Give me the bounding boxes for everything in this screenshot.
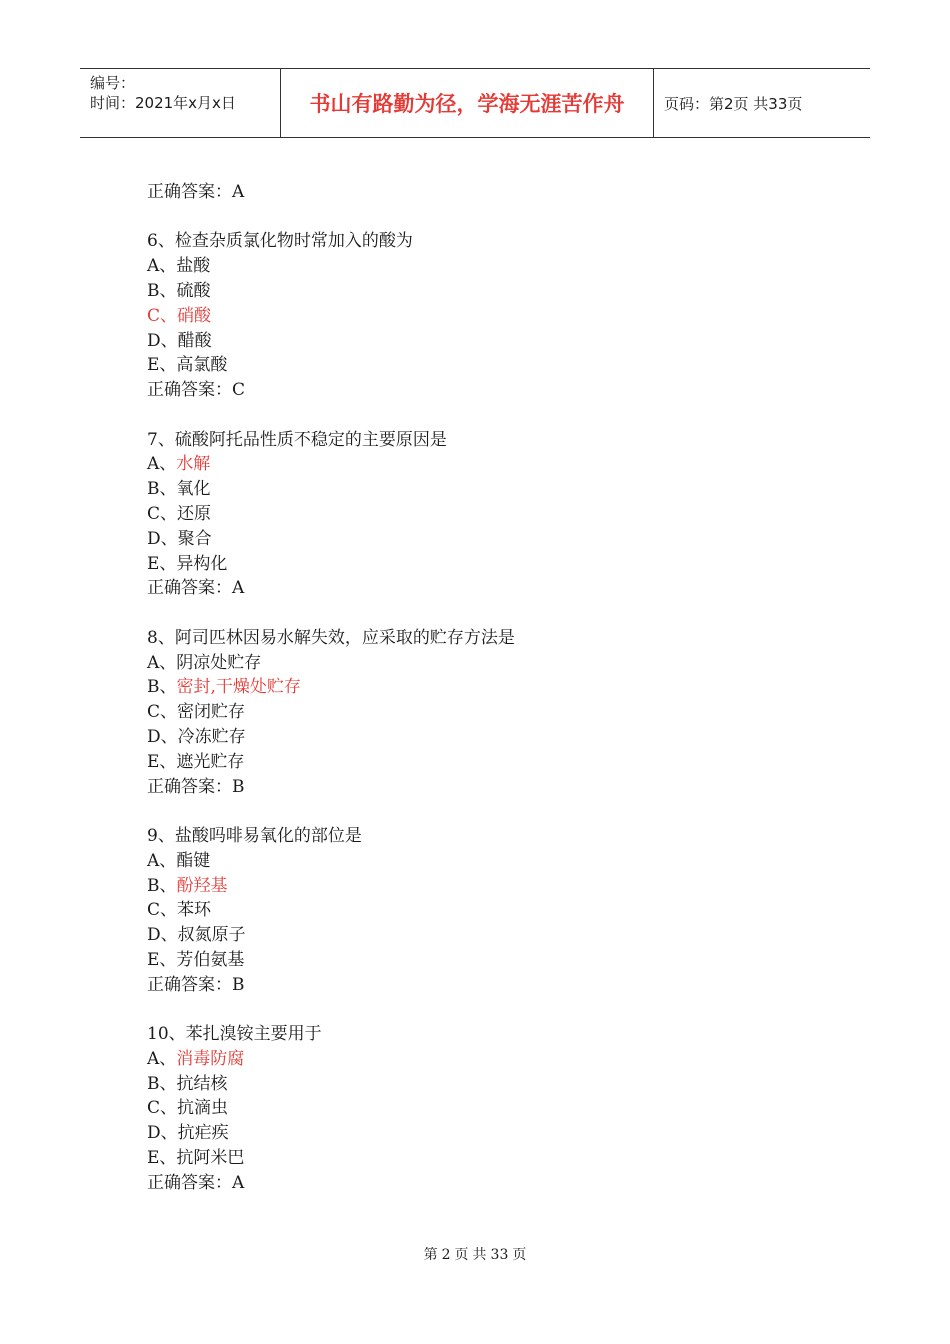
question-stem: 10、苯扎溴铵主要用于: [147, 1024, 322, 1045]
question-content: [147, 180, 847, 1196]
option-e: E、抗阿米巴: [147, 1148, 245, 1169]
date-label: 时间：2021年x月x日: [90, 94, 236, 112]
correct-answer: 正确答案：B: [147, 776, 245, 797]
option-d: D、叔氮原子: [147, 925, 246, 946]
option-e: E、遮光贮存: [147, 751, 245, 772]
question-stem: 7、硫酸阿托品性质不稳定的主要原因是: [147, 429, 447, 450]
header-meta: [80, 69, 281, 137]
correct-answer: 正确答案：B: [147, 974, 245, 995]
header-page-info: 页码：第2页 共33页: [664, 94, 803, 113]
previous-answer: 正确答案：A: [147, 182, 245, 202]
question-stem: 8、阿司匹林因易水解失效，应采取的贮存方法是: [147, 627, 515, 648]
option-a: A、盐酸: [147, 256, 211, 277]
option-d: D、醋酸: [147, 330, 212, 351]
option-e: E、芳伯氨基: [147, 949, 245, 970]
option-a-correct: A、消毒防腐: [147, 1048, 245, 1069]
option-d: D、聚合: [147, 528, 212, 549]
footer-page-number: 2: [441, 1247, 451, 1263]
option-e: E、高氯酸: [147, 355, 228, 376]
page-footer: 第 2 页 共 33 页: [423, 1247, 527, 1263]
option-e: E、异构化: [147, 553, 228, 574]
correct-answer: 正确答案：C: [147, 380, 246, 401]
correct-answer: 正确答案：A: [147, 1172, 245, 1193]
option-c: C、还原: [147, 503, 212, 524]
option-b-correct: B、酚羟基: [147, 875, 228, 896]
correct-answer: 正确答案：A: [147, 578, 245, 599]
option-b-correct: B、密封,干燥处贮存: [147, 677, 301, 698]
option-a-correct: A、水解: [147, 454, 211, 475]
serial-label: 编号：: [90, 74, 136, 92]
question-stem: 9、盐酸吗啡易氧化的部位是: [147, 825, 362, 846]
option-a: A、酯键: [147, 850, 211, 871]
option-a: A、阴凉处贮存: [147, 652, 262, 673]
option-c: C、苯环: [147, 900, 212, 921]
option-c: C、抗滴虫: [147, 1098, 229, 1119]
option-d: D、抗疟疾: [147, 1123, 229, 1144]
question-stem: 6、检查杂质氯化物时常加入的酸为: [147, 231, 413, 252]
option-b: B、硫酸: [147, 280, 211, 301]
option-c: C、密闭贮存: [147, 702, 246, 723]
footer-total-pages: 33: [490, 1247, 509, 1263]
option-b: B、氧化: [147, 479, 211, 500]
header-motto: 书山有路勤为径，学海无涯苦作舟: [281, 69, 654, 137]
option-d: D、冷冻贮存: [147, 726, 246, 747]
option-b: B、抗结核: [147, 1073, 228, 1094]
option-c-correct: C、硝酸: [147, 305, 212, 326]
page-header: [80, 68, 870, 138]
